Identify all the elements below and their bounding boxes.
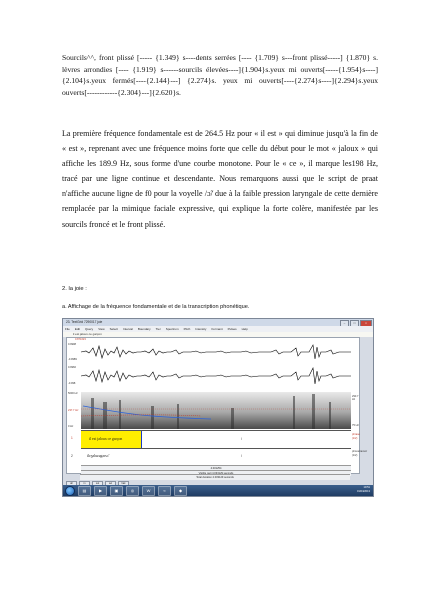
menu-spectrum[interactable]: Spectrum: [165, 327, 179, 331]
pitch-right-top-label: 293.7 Hz: [352, 395, 359, 401]
windows-taskbar: [63, 485, 373, 496]
menu-intensity[interactable]: Intensity: [195, 327, 207, 331]
menu-query[interactable]: Query: [85, 327, 94, 331]
pitch-left-label: 237.7 Hz: [68, 409, 79, 412]
folder-icon[interactable]: ▣: [110, 486, 123, 496]
word-icon[interactable]: W: [142, 486, 155, 496]
menu-file[interactable]: File: [65, 327, 70, 331]
browser-icon[interactable]: ◎: [126, 486, 139, 496]
textgrid-tier-1[interactable]: [81, 430, 351, 449]
explorer-icon[interactable]: ▤: [78, 486, 91, 496]
close-icon[interactable]: ×: [360, 320, 372, 327]
praat-window-screenshot: [62, 318, 374, 497]
praat-text-line[interactable]: il est jaloux ce garçon: [63, 332, 373, 337]
amp-lower-1: -0.9989: [68, 358, 77, 361]
clock-time: 19:51: [363, 486, 370, 489]
nav-in-button[interactable]: in: [79, 481, 90, 487]
app-icon[interactable]: ◆: [174, 486, 187, 496]
spectrogram: [81, 392, 351, 429]
paragraph-annotations: Sourcils^^, front plissé [----- {1.349} s----dents serrées [---- {1.709} s---front plissé-----] {1.870} s. lèvres arrondies [---- {1.919} s------sourcils élevées----]{1.904}s.yeux mi ouverts[-----{1.954}s----]{2.104}s.yeux fermés[----{2.144}---] {2.274}s. yeux mi ouverts[----{2.274}s----]{2.294}s.yeux ouverts[------------{2.304}---]{2.620}s.: [62, 53, 378, 97]
pitch-right-bottom-label: 75 Hz: [352, 424, 359, 427]
praat-icon[interactable]: ≈: [158, 486, 171, 496]
textgrid-tier-2[interactable]: [81, 448, 351, 466]
nav-sel-button[interactable]: sel: [105, 481, 116, 487]
menu-interval[interactable]: Interval: [122, 327, 133, 331]
amp-upper-1: 0.9998: [68, 343, 76, 346]
menu-formant[interactable]: Formant: [211, 327, 223, 331]
section-heading: 2. la joie :: [62, 286, 87, 292]
menu-tier[interactable]: Tier: [155, 327, 161, 331]
waveform-channel-1: [81, 342, 351, 362]
taskbar-clock: [357, 486, 370, 494]
nav-bak-button[interactable]: bak: [118, 481, 129, 487]
praat-titlebar: [63, 319, 373, 326]
total-duration-bar[interactable]: Total duration 4.033129 seconds: [80, 474, 350, 480]
tier2-name: phonetranscr: [352, 450, 368, 453]
tier2-interval-label: ilɛʒaluzəgarsɔ̃: [87, 454, 109, 458]
menu-boundary[interactable]: Boundary: [137, 327, 151, 331]
tier-1-number: 1: [71, 436, 73, 440]
nav-out-button[interactable]: out: [92, 481, 103, 487]
paragraph-analysis: La première fréquence fondamentale est de 264.5 Hz pour « il est » qui diminue jusqu'à la fin de « est », reprenant avec une fréquence moins forte que celle du début pour le mot « jaloux » qui affiche les 189.9 Hz, sous forme d'une courbe monotone. Pour le « ce », il marque les198 Hz, tracé par une ligne continue et descendante. Nous remarquons aussi que le script de praat n'affiche aucune ligne de f0 pour la voyelle /ɔ̃/ due à la faible pression laryngale de cette dernière remplacée par la mimique faciale expressive, qui explique la forte colère, manifestée par les sourcils froncé et le front plissé.: [62, 129, 378, 229]
waveform-channel-2: [81, 366, 351, 386]
subsection-heading: a. Affichage de la fréquence fondamentale et de la transcription phonétique.: [62, 304, 250, 310]
clock-date: 01/04/2013: [357, 490, 370, 493]
nav-all-button[interactable]: all: [66, 481, 77, 487]
menu-pulses[interactable]: Pulses: [227, 327, 237, 331]
menu-select[interactable]: Select: [109, 327, 118, 331]
tier1-count: (1/2): [352, 437, 358, 440]
selection-duration-bar[interactable]: 4.031254: [81, 465, 351, 471]
amp-lower-2: -0.998: [68, 382, 76, 385]
maximize-icon[interactable]: □: [350, 320, 359, 327]
time-top-label: 0.871623: [75, 338, 86, 341]
praat-editor-area[interactable]: [66, 337, 368, 474]
freq-bottom-label: 0 Hz: [68, 425, 74, 428]
tier1-name: phrase: [352, 433, 360, 436]
tier2-slash: /: [241, 454, 242, 458]
tier1-interval-label: il est jaloux ce garçon: [89, 437, 123, 441]
menu-pitch[interactable]: Pitch: [183, 327, 191, 331]
start-icon[interactable]: [65, 486, 75, 496]
freq-top-label: 5000 Hz: [68, 392, 78, 395]
media-player-icon[interactable]: ▶: [94, 486, 107, 496]
minimize-icon[interactable]: –: [340, 320, 349, 327]
menu-help[interactable]: Help: [241, 327, 248, 331]
menu-edit[interactable]: Edit: [74, 327, 81, 331]
amp-upper-2: 0.9966: [68, 366, 76, 369]
tier-2-number: 2: [71, 454, 73, 458]
tier1-slash: /: [241, 437, 242, 441]
praat-title: 23. TextGrid 7290017 joie: [66, 320, 103, 324]
menu-view[interactable]: View: [98, 327, 105, 331]
tier2-count: (1/2): [352, 454, 358, 457]
